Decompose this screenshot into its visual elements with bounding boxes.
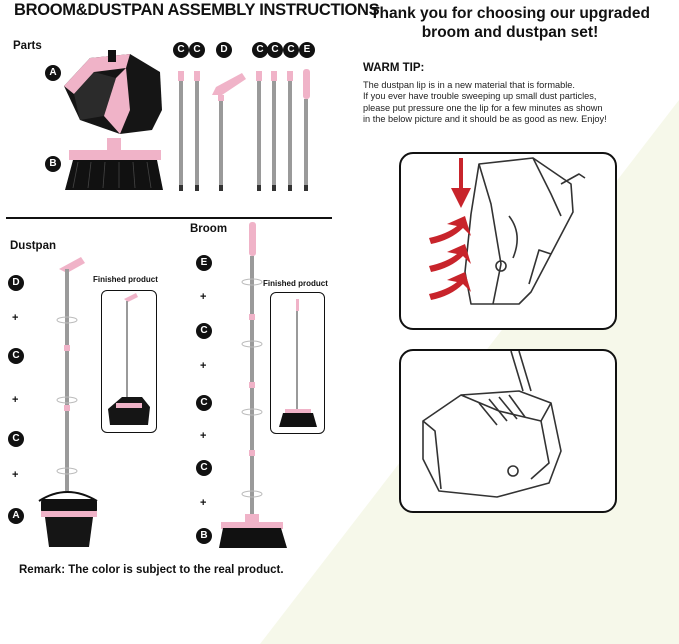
poles-part-image [170,65,330,197]
part-c2-badge: C [189,42,205,58]
part-c5-badge: C [283,42,299,58]
thank-you-line-2: broom and dustpan set! [421,24,599,41]
thank-you-line-1: Thank you for choosing our upgraded [370,5,650,22]
broom-finished-image [271,293,324,433]
part-e-badge: E [299,42,315,58]
dustpan-finished-image [102,291,156,432]
warm-tip-heading: WARM TIP: [363,62,425,74]
parts-label: Parts [13,40,42,52]
warm-tip-line-3: please put pressure one the lip for a few minutes as shown [363,102,603,113]
broom-step-c1: C [196,323,212,339]
dustpan-step-a: A [8,508,24,524]
broom-plus-1: + [200,291,207,303]
part-c1-badge: C [173,42,189,58]
part-a-badge: A [45,65,61,81]
broom-step-b: B [196,528,212,544]
dustpan-closeup-panel [399,349,617,513]
broom-step-e: E [196,255,212,271]
broom-label: Broom [190,223,228,235]
section-divider [6,217,332,219]
warm-tip-line-2: If you ever have trouble sweeping up small dust particles, [363,91,597,102]
broom-step-c2: C [196,395,212,411]
thank-you-heading [345,4,675,42]
warm-tip-line-1: The dustpan lip is in a new material that is formable. [363,80,575,90]
part-c3-badge: C [252,42,268,58]
press-lip-panel [399,152,617,330]
assembly-title: BROOM&DUSTPAN ASSEMBLY INSTRUCTIONS [14,1,380,19]
dustpan-closeup-illustration [401,351,615,511]
part-b-badge: B [45,156,61,172]
dustpan-finished-label: Finished product [93,275,158,284]
part-c4-badge: C [267,42,283,58]
warm-tip-line-4: in the below picture and it should be as good as new. Enjoy! [363,113,607,124]
broom-step-c3: C [196,460,212,476]
part-d-badge: D [216,42,232,58]
dustpan-step-d: D [8,275,24,291]
dustpan-finished-panel [101,290,157,433]
dustpan-step-c2: C [8,431,24,447]
broom-plus-2: + [200,360,207,372]
color-remark: Remark: The color is subject to the real product. [19,564,284,576]
broom-head-part-image [63,138,165,198]
broom-plus-3: + [200,430,207,442]
broom-plus-4: + [200,497,207,509]
dustpan-plus-3: + [12,469,19,481]
dustpan-label: Dustpan [10,240,56,252]
dustpan-plus-1: + [12,312,19,324]
warm-tip-text [363,80,677,125]
dustpan-part-image [60,50,165,135]
broom-finished-panel [270,292,325,434]
broom-finished-label: Finished product [263,279,328,288]
press-lip-illustration [401,154,615,328]
dustpan-step-c1: C [8,348,24,364]
dustpan-plus-2: + [12,394,19,406]
